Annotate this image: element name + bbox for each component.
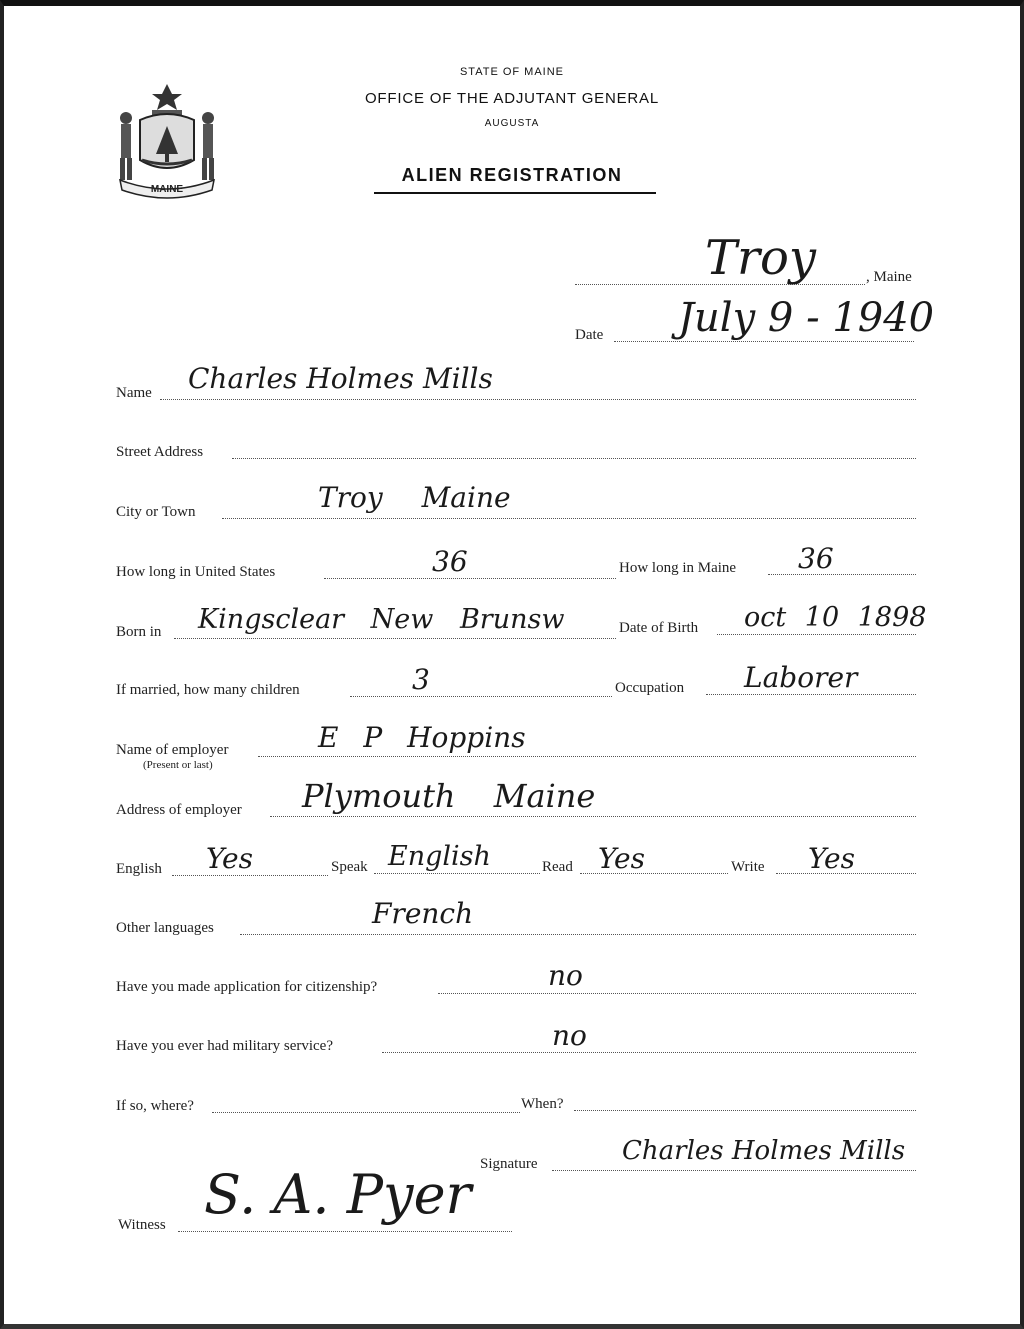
children-label: If married, how many children — [116, 682, 300, 698]
signature-label: Signature — [480, 1156, 538, 1172]
city-line — [222, 518, 916, 519]
maine-years-line — [768, 574, 916, 575]
us-years-label: How long in United States — [116, 564, 276, 580]
place-value: Troy — [705, 230, 816, 286]
children-value: 3 — [412, 663, 430, 696]
speak-value: English — [388, 841, 491, 872]
place-label: , Maine — [866, 269, 912, 285]
maine-years-label: How long in Maine — [619, 560, 737, 576]
dob-line — [717, 634, 916, 635]
citizenship-line — [438, 993, 916, 994]
dob-label: Date of Birth — [619, 620, 699, 636]
signature-line — [552, 1170, 916, 1171]
employer-address-value: Plymouth Maine — [302, 777, 596, 815]
children-line — [350, 696, 612, 697]
signature-value: Charles Holmes Mills — [622, 1136, 906, 1166]
citizenship-label: Have you made application for citizenship? — [116, 979, 378, 995]
form-title: ALIEN REGISTRATION — [401, 165, 623, 185]
name-label: Name — [116, 385, 152, 401]
born-in-value: Kingsclear New Brunsw — [198, 604, 565, 635]
english-value: Yes — [206, 842, 253, 875]
speak-label: Speak — [331, 859, 368, 875]
employer-address-line — [270, 816, 916, 817]
name-value: Charles Holmes Mills — [188, 362, 493, 395]
street-line — [232, 458, 916, 459]
military-line — [382, 1052, 916, 1053]
when-label: When? — [521, 1096, 564, 1112]
speak-line — [374, 873, 540, 874]
where-line — [212, 1112, 520, 1113]
header-state: STATE OF MAINE — [459, 66, 565, 78]
city-label: City or Town — [116, 504, 196, 520]
maine-years-value: 36 — [798, 542, 834, 575]
employer-address-label: Address of employer — [116, 802, 242, 818]
street-label: Street Address — [116, 444, 204, 460]
citizenship-value: no — [548, 959, 583, 992]
employer-value: E P Hoppins — [318, 721, 526, 754]
svg-text:MAINE: MAINE — [150, 184, 184, 195]
occupation-label: Occupation — [615, 680, 685, 696]
other-languages-line — [240, 934, 916, 935]
title-underline — [374, 192, 656, 194]
other-languages-value: French — [372, 897, 474, 930]
date-line — [614, 341, 914, 342]
us-years-line — [324, 578, 616, 579]
date-value: July 9 - 1940 — [678, 295, 935, 341]
born-in-line — [174, 638, 616, 639]
header-office: OFFICE OF THE ADJUTANT GENERAL — [364, 90, 660, 107]
name-line — [160, 399, 916, 400]
read-value: Yes — [598, 842, 645, 875]
witness-line — [178, 1231, 512, 1232]
military-value: no — [552, 1019, 587, 1052]
header-city: AUGUSTA — [484, 118, 540, 129]
military-label: Have you ever had military service? — [116, 1038, 333, 1054]
witness-label: Witness — [118, 1217, 166, 1233]
write-value: Yes — [808, 842, 855, 875]
employer-sublabel: (Present or last) — [143, 759, 213, 771]
other-languages-label: Other languages — [116, 920, 214, 936]
where-label: If so, where? — [116, 1098, 194, 1114]
when-line — [574, 1110, 916, 1111]
city-value: Troy Maine — [318, 481, 511, 514]
occupation-line — [706, 694, 916, 695]
born-in-label: Born in — [116, 624, 162, 640]
date-label: Date — [575, 327, 604, 343]
write-label: Write — [731, 859, 765, 875]
occupation-value: Laborer — [744, 661, 858, 694]
us-years-value: 36 — [432, 545, 468, 578]
english-label: English — [116, 861, 162, 877]
read-label: Read — [542, 859, 573, 875]
employer-line — [258, 756, 916, 757]
english-line — [172, 875, 328, 876]
dob-value: oct 10 1898 — [744, 602, 927, 633]
employer-label: Name of employer — [116, 742, 229, 758]
witness-value: S. A. Pyer — [204, 1163, 472, 1226]
